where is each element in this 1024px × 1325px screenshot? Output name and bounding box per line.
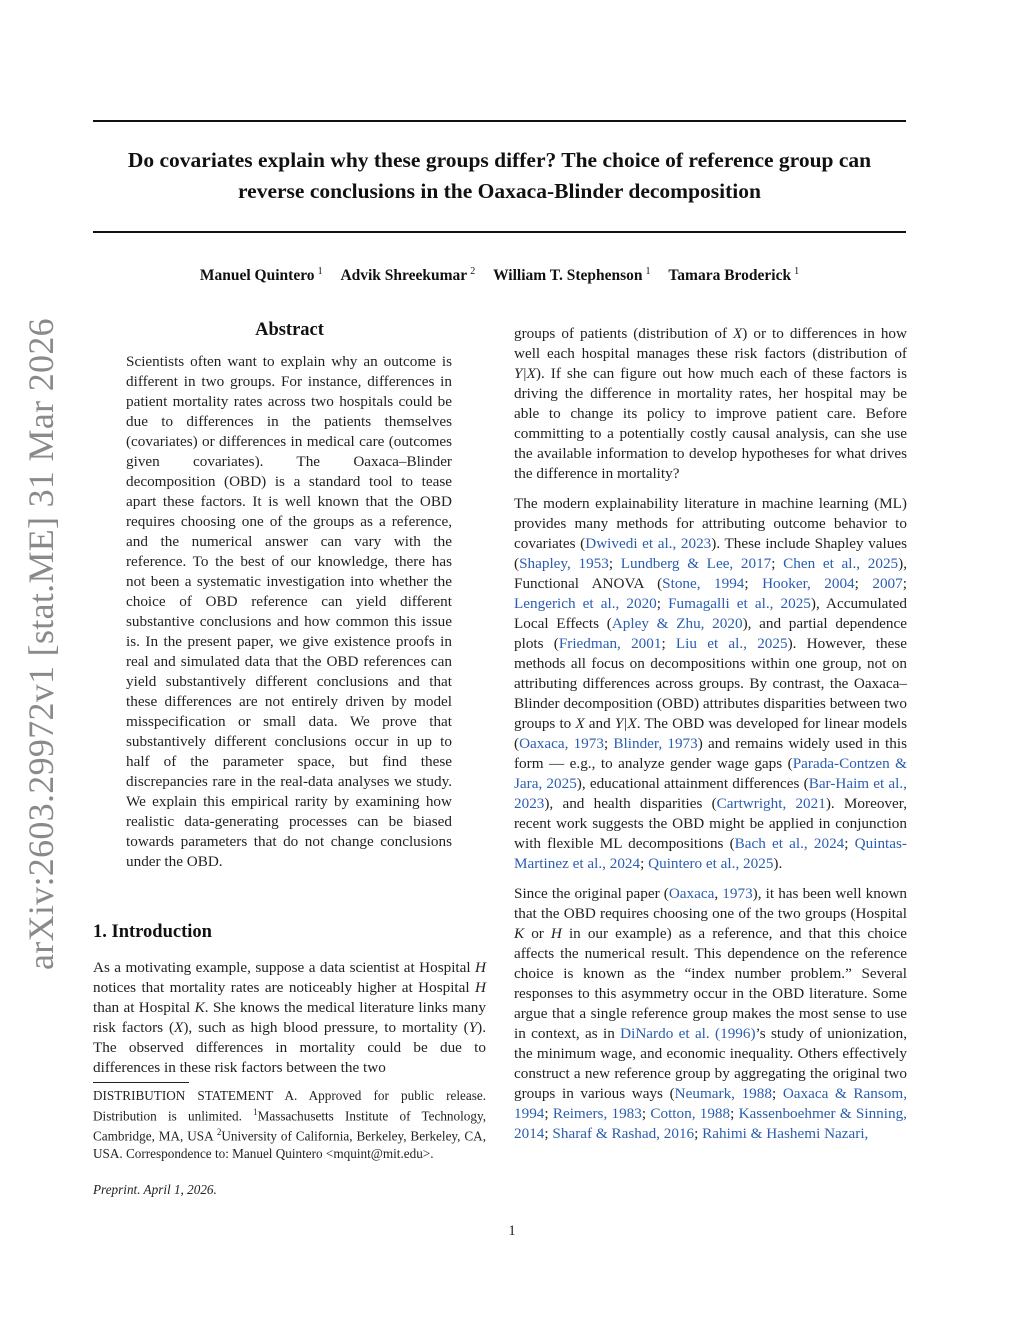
author-name: William T. Stephenson [493,267,643,285]
right-column [514,324,907,1154]
footnote-rule [93,1082,189,1083]
citation-link[interactable]: Lundberg & Lee, 2017 [620,555,772,572]
title-bottom-rule [93,231,906,233]
citation-link[interactable]: Kassenboehmer & Sinning, 2014 [514,1105,907,1142]
author-name: Manuel Quintero [199,267,315,285]
citation-link[interactable]: Lengerich et al., 2020 [514,595,657,612]
author [200,267,323,284]
citation-link[interactable]: Rahimi & Hashemi Nazari, [702,1125,869,1142]
title-line-1: Do covariates explain why these groups differ? The choice of reference group can [127,148,872,172]
citation-link[interactable]: 1973 [722,885,753,902]
author [493,267,650,284]
citation-link[interactable]: Fumagalli et al., 2025 [668,595,811,612]
paper-title [93,145,906,207]
abstract-text: Scientists often want to explain why an outcome is different in two groups. For instance, differences in patient mortality rates across two hospitals could be due to differences in the patients themselves (covariates) or differences in medical care (outcomes given covariates). The Oaxaca–Blinder decomposition (OBD) is a standard tool to tease apart these factors. It is well known that the OBD requires choosing one of the groups as a reference, and the numerical answer can vary with the reference. To the best of our knowledge, there has not been a systematic investigation into whether the choice of OBD reference can yield different substantive conclusions and how common this issue is. In the present paper, we give existence proofs in real and simulated data that the OBD references can yield substantively different conclusions and that these differences are not entirely driven by model misspecification or small data. We prove that substantively different conclusions occur in up to half of the parameter space, but find these discrepancies rare in the real-data analyses we study. We explain this empirical rarity by examining how realistic data-generating processes can be biased towards parameters that do not change conclusions under the OBD. [126,353,452,870]
author [340,267,475,284]
author-name: Tamara Broderick [668,267,792,285]
citation-link[interactable]: (1996) [715,1025,756,1042]
section-heading-introduction: 1. Introduction [93,922,212,942]
title-line-2: reverse conclusions in the Oaxaca-Blinder decomposition [238,179,761,203]
citation-link[interactable]: Oaxaca & Ransom, 1994 [514,1085,907,1122]
citation-link[interactable]: DiNardo et al. [620,1025,710,1042]
citation-link[interactable]: Bar-Haim et al., 2023 [514,775,907,812]
citation-link[interactable]: Sharaf & Rashad, 2016 [552,1125,695,1142]
citation-link[interactable]: Shapley, 1953 [519,555,609,572]
intro-paragraph: groups of patients (distribution of X) or to differences in how well each hospital manages these risk factors (distribution of Y|X). If she can figure out how much each of these factors is driving the difference in mortality rates, her hospital may be able to change its policy to improve patient care. Before committing to a potentially costly causal analysis, can she use the available information to develop hypotheses for what drives the difference in mortality? [514,325,907,482]
preprint-date: Preprint. April 1, 2026. [93,1181,217,1197]
author [668,267,799,284]
citation-link[interactable]: Apley & Zhu, 2020 [611,615,743,632]
citation-link[interactable]: Stone, 1994 [662,575,745,592]
author-affiliation: 1 [794,266,800,277]
citation-link[interactable]: Chen et al., 2025 [783,555,899,572]
author-affiliation: 1 [645,266,651,277]
page-number: 1 [508,1223,516,1239]
citation-link[interactable]: Liu et al., 2025 [675,635,788,652]
citation-link[interactable]: Dwivedi et al., 2023 [585,535,712,552]
author-affiliation: 1 [317,266,323,277]
intro-paragraph: The modern explainability literature in machine learning (ML) provides many methods for attributing outcome behavior to covariates (Dwivedi et al., 2023). These include Shapley values (Shapley, 1953; Lundberg & Lee, 2017; Chen et al., 2025), Functional ANOVA (Stone, 1994; Hooker, 2004; 2007; Lengerich et al., 2020; Fumagalli et al., 2025), Accumulated Local Effects (Apley & Zhu, 2020), and partial dependence plots (Friedman, 2001; Liu et al., 2025). However, these methods all focus on decompositions within one group, not on attributing differences across groups. By contrast, the Oaxaca–Blinder decomposition (OBD) attributes disparities between two groups to X and Y|X. The OBD was developed for linear models (Oaxaca, 1973; Blinder, 1973) and remains widely used in this form — e.g., to analyze gender wage gaps (Parada-Contzen & Jara, 2025), educational attainment differences (Bar-Haim et al., 2023), and health disparities (Cartwright, 2021). Moreover, recent work suggests the OBD might be applied in conjunction with flexible ML decompositions (Bach et al., 2024; Quintas-Martinez et al., 2024; Quintero et al., 2025). [514,495,907,872]
citation-link[interactable]: Bach et al., 2024 [734,835,845,852]
citation-link[interactable]: Neumark, 1988 [674,1085,772,1102]
footnote: DISTRIBUTION STATEMENT A. Approved for public release. Distribution is unlimited. $^1$Massachusetts Institute of Technology, Cambridge, MA, USA $^2$University of California, Berkeley, Berkeley, CA, USA. Correspondence to: Manuel Quintero <mquint@mit.edu>. [93,1088,486,1161]
citation-link[interactable]: Oaxaca, 1973 [519,735,604,752]
author-list [93,266,906,285]
intro-paragraph: As a motivating example, suppose a data scientist at Hospital H notices that mortality rates are noticeably higher at Hospital H than at Hospital K. She knows the medical literature links many risk factors (X), such as high blood pressure, to mortality (Y). The observed differences in mortality could be due to differences in these risk factors between the two [93,959,486,1076]
author-name: Advik Shreekumar [340,267,468,285]
author-affiliation: 2 [470,266,476,277]
arxiv-identifier: arXiv:2603.29972v1 [stat.ME] 31 Mar 2026 [21,318,61,970]
citation-link[interactable]: Quintas-Martinez et al., 2024 [514,835,907,872]
citation-link[interactable]: Friedman, 2001 [558,635,662,652]
citation-link[interactable]: 2007 [872,575,903,592]
abstract-heading: Abstract [255,320,324,340]
citation-link[interactable]: Parada-Contzen & Jara, 2025 [514,755,907,792]
citation-link[interactable]: Blinder, 1973 [613,735,698,752]
citation-link[interactable]: Reimers, 1983 [552,1105,642,1122]
citation-link[interactable]: Oaxaca [668,885,715,902]
citation-link[interactable]: Quintero et al., 2025 [648,855,774,872]
citation-link[interactable]: Hooker, 2004 [762,575,855,592]
citation-link[interactable]: Cotton, 1988 [650,1105,731,1122]
citation-link[interactable]: Cartwright, 2021 [716,795,826,812]
intro-paragraph: Since the original paper (Oaxaca, 1973), it has been well known that the OBD requires choosing one of the two groups (Hospital K or H in our example) as a reference, and that this choice affects the numerical result. This dependence on the reference choice is known as the “index number problem.” Several responses to this asymmetry occur in the OBD literature. Some argue that a single reference group makes the most sense to use in context, as in DiNardo et al. (1996)’s study of unionization, the minimum wage, and economic inequality. Others effectively construct a new reference group by aggregating the original two groups in various ways (Neumark, 1988; Oaxaca & Ransom, 1994; Reimers, 1983; Cotton, 1988; Kassenboehmer & Sinning, 2014; Sharaf & Rashad, 2016; Rahimi & Hashemi Nazari, [514,885,908,1142]
left-column [93,320,486,1200]
title-top-rule [93,120,906,122]
